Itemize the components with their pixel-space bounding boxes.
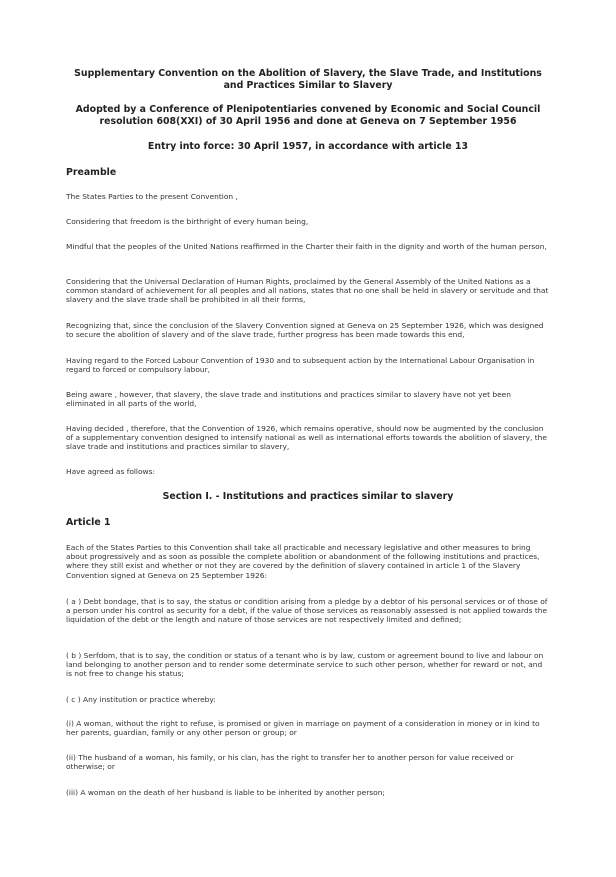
adoption-statement: Adopted by a Conference of Plenipotentiaries convened by Economic and Social Council resolution 608(XXI) of 30 April 1956 and done at Geneva on 7 September 1956	[75, 104, 541, 127]
article-paragraph: ( a ) Debt bondage, that is to say, the status or condition arising from a pledge by a debtor of his personal services or of those of a person under his control as security for a debt, if the value of those services as reasonably assessed is not applied towards the liquidation of the debt or the length and nature of those services are not respectively limited and defined;	[66, 597, 548, 625]
article-paragraph: (ii) The husband of a woman, his family, or his clan, has the right to transfer her to another person for value received or otherwise; or	[66, 753, 514, 772]
section-heading: Section I. - Institutions and practices similar to slavery	[162, 491, 454, 502]
article-paragraph: ( c ) Any institution or practice whereby:	[66, 695, 216, 704]
article-paragraph: (i) A woman, without the right to refuse, is promised or given in marriage on payment of a consideration in money or in kind to her parents, guardian, family or any other person or group; or	[66, 719, 540, 738]
preamble-paragraph: Have agreed as follows:	[66, 467, 156, 476]
document-title: Supplementary Convention on the Abolition of Slavery, the Slave Trade, and Institutions and Practices Similar to Slavery	[74, 68, 542, 91]
preamble-paragraph: The States Parties to the present Convention ,	[66, 192, 238, 201]
preamble-paragraph: Considering that the Universal Declaration of Human Rights, proclaimed by the General Assembly of the United Nations as a common standard of achievement for all peoples and all nations, states that no one shall be held in slavery or servitude and that slavery and the slave trade shall be prohibited in all their forms,	[66, 277, 549, 305]
preamble-paragraph: Being aware , however, that slavery, the slave trade and institutions and practices similar to slavery have not yet been eliminated in all parts of the world,	[66, 390, 511, 409]
preamble-paragraph: Having decided , therefore, that the Convention of 1926, which remains operative, should now be augmented by the conclusion of a supplementary convention designed to intensify national as well as international efforts towards the abolition of slavery, the slave trade and institutions and practices similar to slavery,	[66, 424, 547, 452]
preamble-paragraph: Considering that freedom is the birthright of every human being,	[66, 217, 309, 226]
entry-into-force: Entry into force: 30 April 1957, in accordance with article 13	[147, 141, 469, 152]
article-paragraph: Each of the States Parties to this Convention shall take all practicable and necessary legislative and other measures to bring about progressively and as soon as possible the complete abolition or abandonment of the following institutions and practices, where they still exist and whether or not they are covered by the definition of slavery contained in article 1 of the Slavery Convention signed at Geneva on 25 September 1926:	[66, 543, 540, 580]
preamble-paragraph: Recognizing that, since the conclusion of the Slavery Convention signed at Geneva on 25 September 1926, which was designed to secure the abolition of slavery and of the slave trade, further progress has been made towards this end,	[66, 321, 544, 340]
preamble-heading: Preamble	[66, 167, 117, 178]
preamble-paragraph: Having regard to the Forced Labour Convention of 1930 and to subsequent action by the International Labour Organisation in regard to forced or compulsory labour,	[66, 356, 535, 375]
article-paragraph: ( b ) Serfdom, that is to say, the condition or status of a tenant who is by law, custom or agreement bound to live and labour on land belonging to another person and to render some determinate service to such other person, whether for reward or not, and is not free to change his status;	[66, 651, 544, 679]
preamble-paragraph: Mindful that the peoples of the United Nations reaffirmed in the Charter their faith in the dignity and worth of the human person,	[66, 242, 547, 251]
article-heading: Article 1	[66, 517, 111, 528]
article-paragraph: (iii) A woman on the death of her husband is liable to be inherited by another person;	[66, 788, 385, 797]
